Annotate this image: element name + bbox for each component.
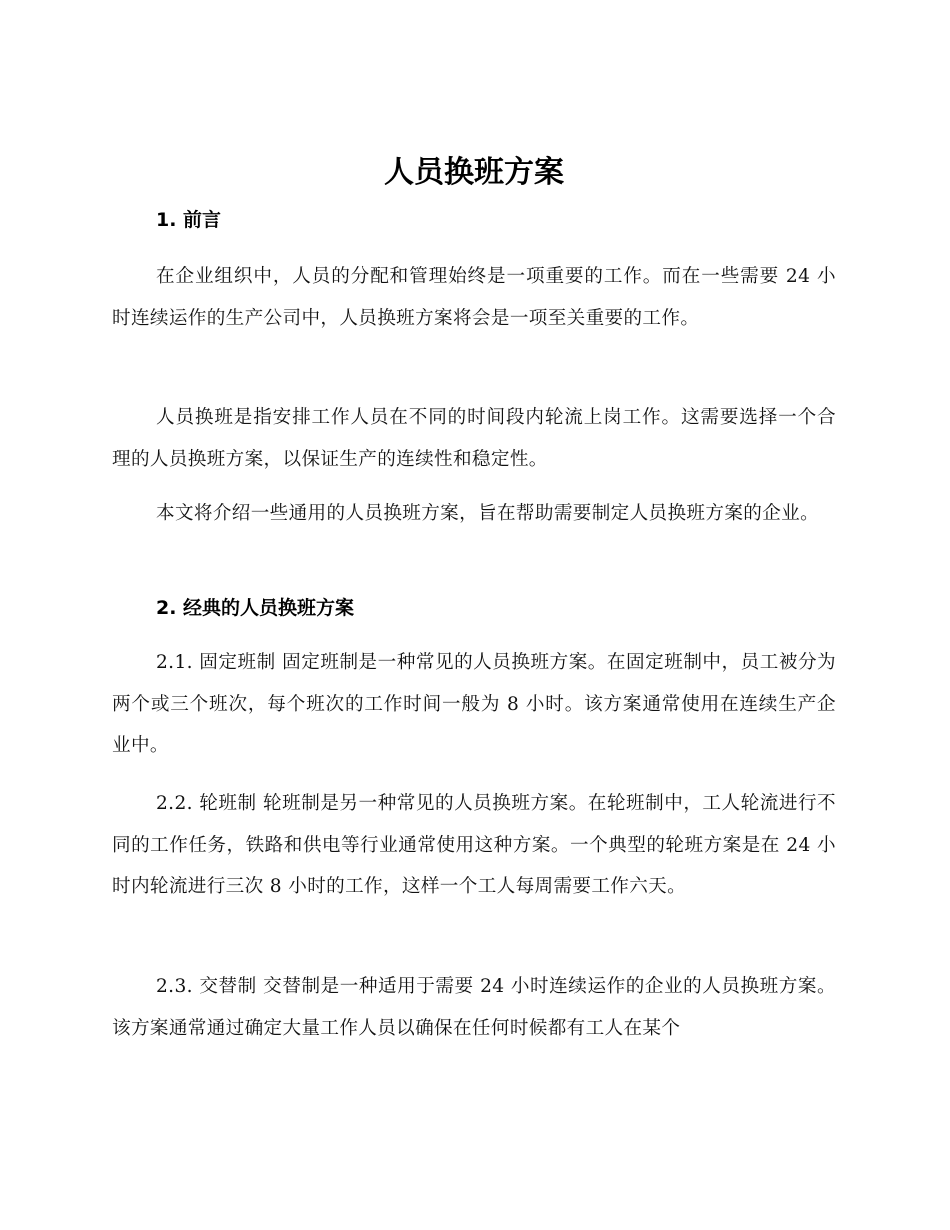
intro-paragraph-2: 人员换班是指安排工作人员在不同的时间段内轮流上岗工作。这需要选择一个合理的人员换班方案，以保证生产的连续性和稳定性。 — [112, 407, 836, 470]
scheme-paragraph-alternating-shift: 2.3. 交替制 交替制是一种适用于需要 24 小时连续运作的企业的人员换班方案。该方案通常通过确定大量工作人员以确保在任何时候都有工人在某个 — [112, 976, 836, 1039]
scheme-paragraph-rotating-shift: 2.2. 轮班制 轮班制是另一种常见的人员换班方案。在轮班制中，工人轮流进行不同的工作任务，铁路和供电等行业通常使用这种方案。一个典型的轮班方案是在 24 小时内轮流进行三次 8 小时的工作，这样一个工人每周需要工作六天。 — [112, 793, 836, 897]
document-title: 人员换班方案 — [384, 155, 564, 190]
scheme-paragraph-fixed-shift: 2.1. 固定班制 固定班制是一种常见的人员换班方案。在固定班制中，员工被分为两个或三个班次，每个班次的工作时间一般为 8 小时。该方案通常使用在连续生产企业中。 — [112, 652, 836, 756]
intro-paragraph-3: 本文将介绍一些通用的人员换班方案，旨在帮助需要制定人员换班方案的企业。 — [156, 503, 820, 524]
section-heading-intro: 1. 前言 — [156, 209, 222, 231]
section-heading-classic-schemes: 2. 经典的人员换班方案 — [156, 597, 355, 619]
intro-paragraph-1: 在企业组织中，人员的分配和管理始终是一项重要的工作。而在一些需要 24 小时连续运作的生产公司中，人员换班方案将会是一项至关重要的工作。 — [112, 266, 836, 329]
